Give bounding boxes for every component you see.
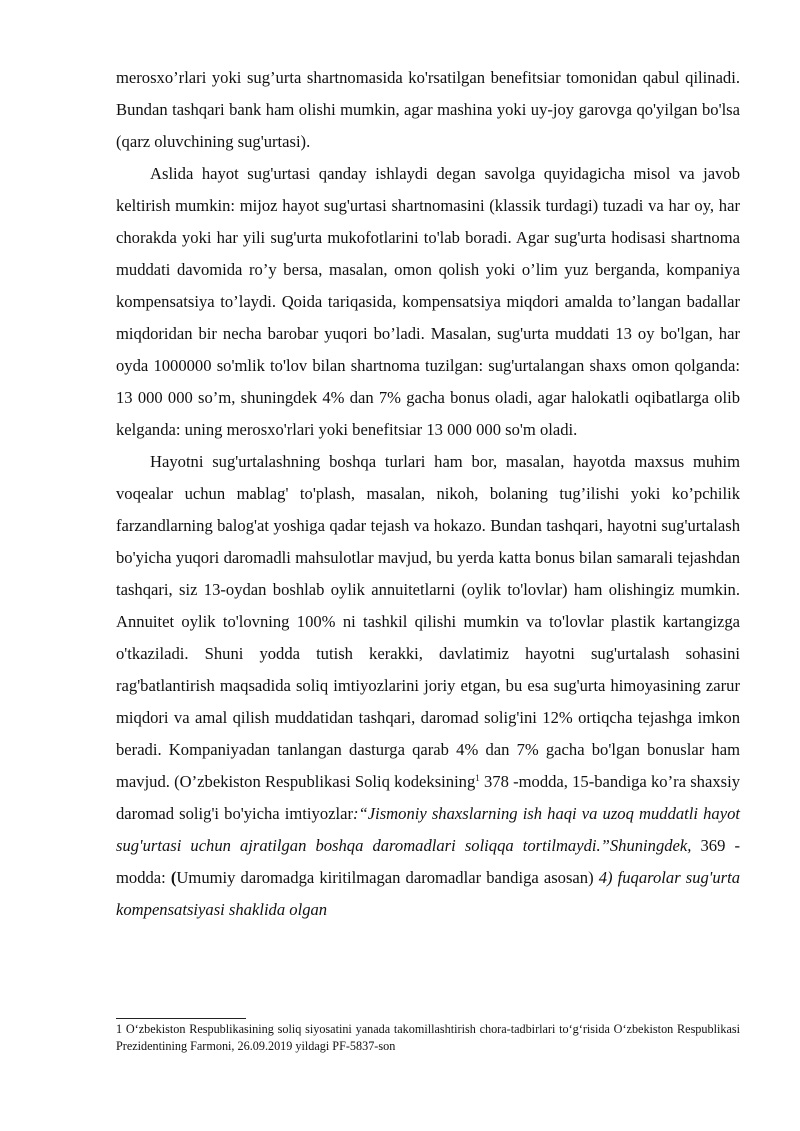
paragraph-text-part3: 369 -modda:	[116, 836, 740, 887]
footnote-divider	[116, 1018, 246, 1019]
paragraph-continuation: merosxo’rlari yoki sug’urta shartnomasida ko'rsatilgan benefitsiar tomonidan qabul qilinadi. Bundan tashqari bank ham olishi mumkin, agar mashina yoki uy-joy garovga qo'yilgan bo'lsa (qarz oluvchining sug'urtasi).	[116, 68, 740, 151]
footnote: 1 O‘zbekiston Respublikasining soliq siyosatini yanada takomillashtirish chora-tadbirlari to‘g‘risida O‘zbekiston Respublikasi Prezidentining Farmoni, 26.09.2019 yildagi PF-5837-son	[116, 1022, 740, 1053]
paragraph-text-part1: Hayotni sug'urtalashning boshqa turlari ham bor, masalan, hayotda maxsus muhim voqealar uchun mablag' to'plash, masalan, nikoh, bolaning tug’ilishi yoki ko’pchilik farzandlarning balog'at yoshiga qadar tejash va hokazo. Bundan tashqari, hayotni sug'urtalash bo'yicha yuqori daromadli mahsulotlar mavjud, bu yerda katta bonus bilan samarali tejashdan tashqari, siz 13-oydan boshlab oylik annuitetlarni (oylik to'lovlar) ham olishingiz mumkin. Annuitet oylik to'lovning 100% ni tashkil qilishi mumkin va to'lovlar plastik kartangizga o'tkaziladi. Shuni yodda tutish kerakki, davlatimiz hayotni sug'urtalash sohasini rag'batlantirish maqsadida soliq imtiyozlarini joriy etgan, bu esa sug'urta himoyasining zarur miqdori va amal qilish muddatidan tashqari, daromad solig'ini 12% ortiqcha tejashga imkon beradi. Kompaniyadan tanlangan dasturga qarab 4% dan 7% gacha bo'lgan bonuslar ham mavjud. (O’zbekiston Respublikasi Soliq kodeksining	[116, 452, 740, 791]
paragraph-other-insurance-types	[116, 446, 740, 926]
paragraph-bold-paren: (	[170, 868, 177, 887]
body-text	[116, 62, 740, 926]
paragraph-text-part4: Umumiy daromadga kiritilmagan daromadlar bandiga asosan)	[176, 868, 599, 887]
paragraph-closing-italic: 4) fuqarolar sug'urta kompensatsiyasi shaklida olgan	[116, 868, 741, 919]
paragraph-life-insurance-example: Aslida hayot sug'urtasi qanday ishlaydi degan savolga quyidagicha misol va javob keltirish mumkin: mijoz hayot sug'urtasi shartnomasini (klassik turdagi) tuzadi va har oy, har chorakda yoki har yili sug'urta mukofotlarini to'lab boradi. Agar sug'urta hodisasi shartnoma muddati davomida ro’y bersa, masalan, omon qolish yoki o’lim yuz berganda, kompaniya kompensatsiya to’laydi. Qoida tariqasida, kompensatsiya miqdori amalda to’langan badallar miqdoridan bir necha barobar yuqori bo’ladi. Masalan, sug'urta muddati 13 oy bo'lgan, har oyda 1000000 so'mlik to'lov bilan shartnoma tuzilgan: sug'urtalangan shaxs omon qolganda: 13 000 000 so’m, shuningdek 4% dan 7% gacha bonus oladi, agar halokatli oqibatlarga olib kelganda: uning merosxo'rlari yoki benefitsiar 13 000 000 so'm oladi.	[116, 164, 740, 439]
paragraph-quote-italic: :“Jismoniy shaxslarning ish haqi va uzoq muddatli hayot sug'urtasi uchun ajratilgan boshqa daromadlari soliqqa tortilmaydi.”Shuningdek,	[116, 804, 740, 855]
paragraph-text-part2: 378 -modda, 15-bandiga ko’ra shaxsiy daromad solig'i bo'yicha imtiyozlar	[116, 772, 740, 823]
footnote-reference: 1	[475, 773, 480, 783]
